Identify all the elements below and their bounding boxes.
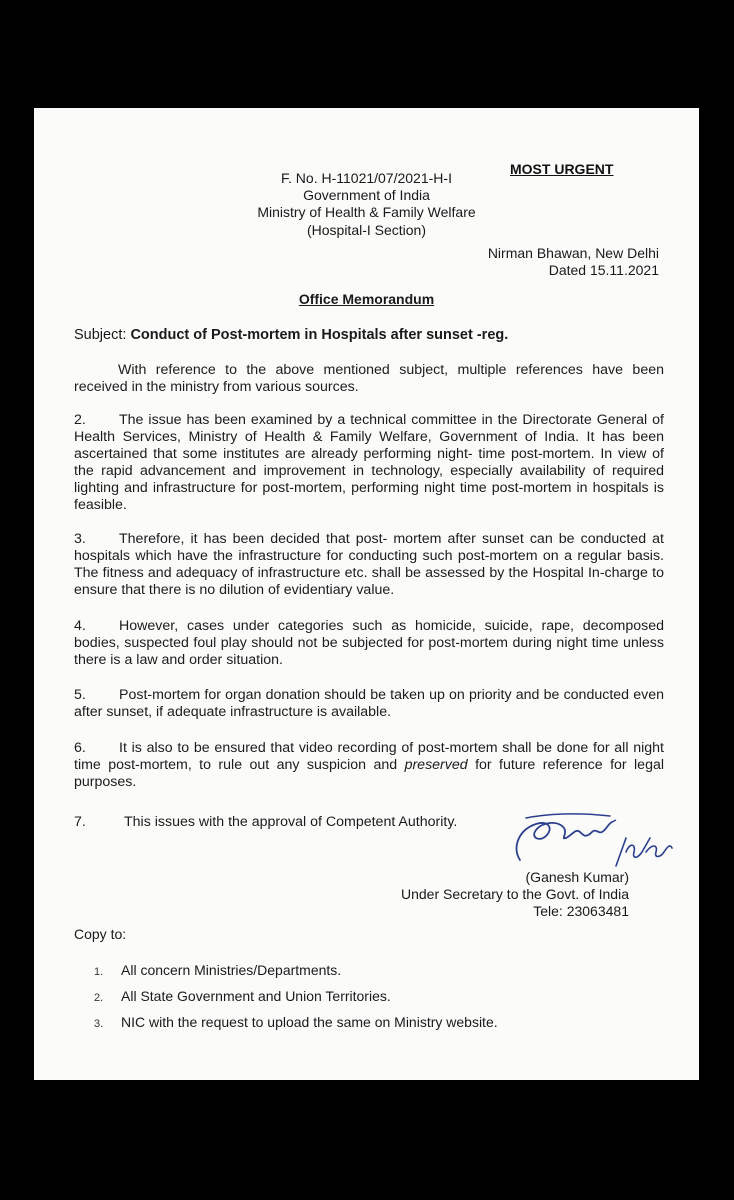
location-line: Nirman Bhawan, New Delhi — [487, 245, 659, 261]
subject-label: Subject: — [74, 327, 127, 343]
copy-to-item — [94, 962, 341, 978]
signatory-telephone: Tele: 23063481 — [533, 903, 629, 919]
government-line: Government of India — [303, 187, 430, 203]
copy-to-item-text: All concern Ministries/Departments. — [121, 962, 342, 978]
subject-text: Conduct of Post-mortem in Hospitals after sunset -reg. — [130, 327, 509, 343]
paragraph-3-number: 3. — [74, 531, 86, 547]
section-line: (Hospital-I Section) — [306, 222, 427, 238]
paragraph-1 — [74, 362, 664, 396]
paragraph-6-number: 6. — [74, 740, 86, 756]
paragraph-3 — [74, 531, 664, 599]
signatory-designation: Under Secretary to the Govt. of India — [400, 886, 629, 902]
paragraph-5-number: 5. — [74, 687, 86, 703]
paragraph-2 — [74, 412, 664, 514]
copy-to-item-number: 3. — [94, 1018, 104, 1030]
paragraph-7-text: This issues with the approval of Competent Authority. — [124, 814, 458, 830]
paragraph-6-text-before: It is also to be ensured that video recording of post-mortem shall be done for all night time post-mortem, to rule out any suspicion and — [74, 740, 664, 773]
paragraph-5-text: Post-mortem for organ donation should be taken up on priority and be conducted even after sunset, if adequate infrastructure is available. — [74, 687, 664, 720]
copy-to-item — [94, 1014, 498, 1030]
paragraph-1-text: With reference to the above mentioned subject, multiple references have been received in the ministry from various sources. — [74, 362, 664, 395]
file-number: F. No. H-11021/07/2021-H-I — [281, 170, 452, 186]
paragraph-5 — [74, 687, 664, 721]
copy-to-label: Copy to: — [74, 926, 127, 942]
subject-line — [74, 327, 508, 343]
date-line: Dated 15.11.2021 — [548, 262, 659, 278]
document-page — [34, 108, 699, 1080]
paragraph-6 — [74, 740, 664, 791]
paragraph-7-number: 7. — [74, 814, 86, 830]
copy-to-item-text: NIC with the request to upload the same on Ministry website. — [121, 1014, 498, 1030]
copy-to-item — [94, 988, 391, 1004]
paragraph-2-text: The issue has been examined by a technical committee in the Directorate General of Health Services, Ministry of Health & Family Welfare, Government of India. It has been ascertained that some institutes are already performing night- time post-mortem. In view of the rapid advancement and improvement in technology, especially availability of required lighting and infrastructure for post-mortem, performing night time post-mortem in hospitals is feasible. — [74, 412, 664, 513]
document-title: Office Memorandum — [298, 291, 435, 307]
paragraph-6-text-after: for future reference for legal purposes. — [74, 757, 665, 790]
signature-scribble — [506, 808, 676, 868]
paragraph-6-text-italic: preserved — [404, 757, 468, 773]
paragraph-4 — [74, 618, 664, 669]
copy-to-item-number: 2. — [94, 992, 104, 1004]
urgency-label: MOST URGENT — [510, 161, 614, 177]
signatory-name: (Ganesh Kumar) — [525, 869, 629, 885]
copy-to-item-number: 1. — [94, 966, 104, 978]
paragraph-4-text: However, cases under categories such as homicide, suicide, rape, decomposed bodies, suspected foul play should not be subjected for post-mortem during night time unless there is a law and order situation. — [74, 618, 664, 668]
paragraph-2-number: 2. — [74, 412, 86, 428]
copy-to-item-text: All State Government and Union Territories. — [121, 988, 391, 1004]
ministry-line: Ministry of Health & Family Welfare — [257, 204, 476, 220]
paragraph-3-text: Therefore, it has been decided that post- mortem after sunset can be conducted at hospitals which have the infrastructure for conducting such post-mortem on a regular basis. The fitness and adequacy of infrastructure etc. shall be assessed by the Hospital In-charge to ensure that there is no dilution of evidentiary value. — [74, 531, 664, 598]
paragraph-4-number: 4. — [74, 618, 86, 634]
